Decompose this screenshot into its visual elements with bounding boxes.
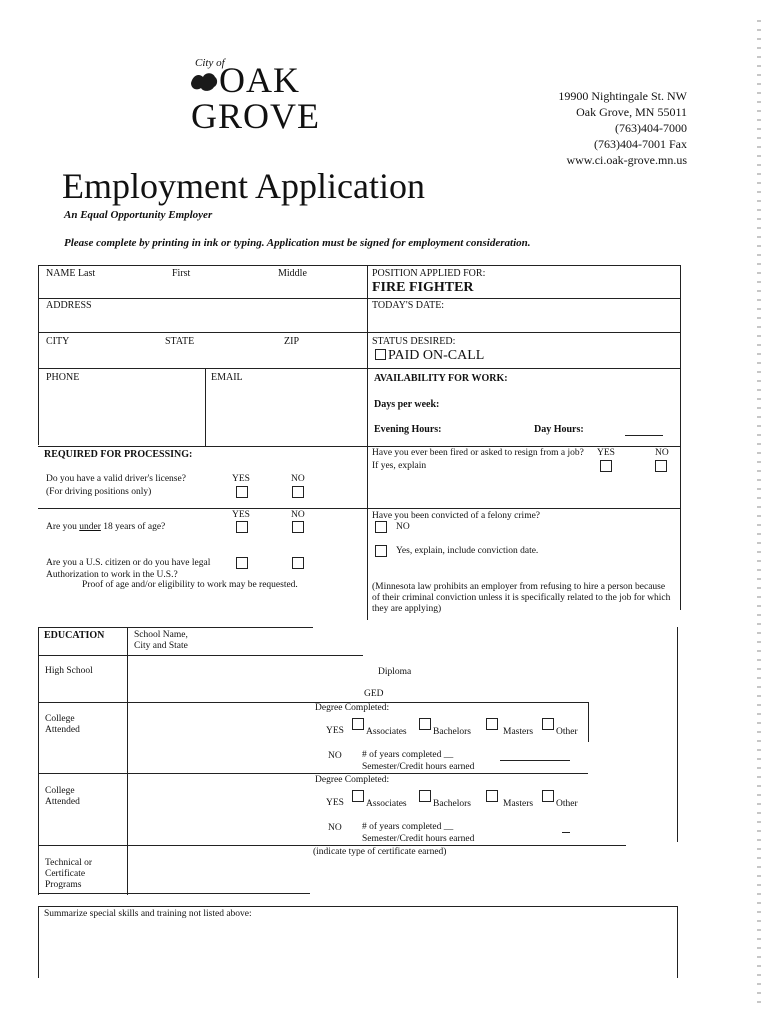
address-label: ADDRESS xyxy=(46,300,92,311)
logo-city-of: City of xyxy=(195,57,225,69)
name-first-label: First xyxy=(172,268,191,279)
name-middle-label: Middle xyxy=(278,268,307,279)
oak-leaf-icon xyxy=(189,71,219,93)
degree-completed-1: Degree Completed: xyxy=(315,703,390,713)
ged-label: GED xyxy=(364,689,384,699)
associates-1-checkbox[interactable] xyxy=(352,718,364,730)
bachelors-1-label: Bachelors xyxy=(433,727,471,737)
fired-question: Have you ever been fired or asked to resign from a job? xyxy=(372,448,584,458)
semester-hours-2: Semester/Credit hours earned xyxy=(362,834,475,844)
felony-no-label: NO xyxy=(396,522,410,532)
other-2-label: Other xyxy=(556,799,578,809)
city-logo xyxy=(185,55,335,140)
college-2-no-label: NO xyxy=(328,823,342,833)
college-2-label: College Attended xyxy=(45,786,80,807)
instructions: Please complete by printing in ink or typing. Application must be signed for employment consideration. xyxy=(64,237,531,249)
college-1-degree-options[interactable] xyxy=(352,718,592,738)
age-yes-checkbox[interactable] xyxy=(236,521,248,533)
paid-on-call-label: PAID ON-CALL xyxy=(388,348,485,363)
degree-completed-2: Degree Completed: xyxy=(315,775,390,785)
state-label: STATE xyxy=(165,336,195,347)
website: www.ci.oak-grove.mn.us xyxy=(566,153,687,167)
masters-1-checkbox[interactable] xyxy=(486,718,498,730)
age-question: Are you under 18 years of age? xyxy=(46,522,166,532)
license-question: Do you have a valid driver's license? (For driving positions only) xyxy=(46,474,186,497)
proof-note: Proof of age and/or eligibility to work may be requested. xyxy=(82,580,298,590)
license-yes-label: YES xyxy=(232,474,250,484)
college-1-yes-label: YES xyxy=(326,726,344,736)
college-1-no-label: NO xyxy=(328,751,342,761)
position-value: FIRE FIGHTER xyxy=(372,280,474,295)
logo-oak: OAK xyxy=(219,60,300,100)
technical-label: Technical or Certificate Programs xyxy=(45,858,93,890)
other-1-label: Other xyxy=(556,727,578,737)
other-2-checkbox[interactable] xyxy=(542,790,554,802)
phone-label: PHONE xyxy=(46,372,80,383)
minnesota-law-note: (Minnesota law prohibits an employer from refusing to hire a person because of their criminal conviction unless it is specifically related to the job for which they are applying) xyxy=(372,582,671,614)
days-per-week-label: Days per week: xyxy=(374,399,440,410)
fax-number: (763)404-7001 Fax xyxy=(594,137,687,151)
age-no-label: NO xyxy=(291,510,305,520)
bachelors-1-checkbox[interactable] xyxy=(419,718,431,730)
status-option[interactable] xyxy=(375,348,484,364)
license-no-checkbox[interactable] xyxy=(292,486,304,498)
status-desired-label: STATUS DESIRED: xyxy=(372,336,456,347)
bachelors-2-label: Bachelors xyxy=(433,799,471,809)
city-label: CITY xyxy=(46,336,70,347)
zip-label: ZIP xyxy=(284,336,299,347)
fired-no-label: NO xyxy=(655,448,669,458)
phone-number: (763)404-7000 xyxy=(615,121,687,135)
availability-heading: AVAILABILITY FOR WORK: xyxy=(374,373,508,384)
city-state-zip: Oak Grove, MN 55011 xyxy=(576,105,687,119)
college-2-degree-options[interactable] xyxy=(352,790,592,810)
age-yes-label: YES xyxy=(232,510,250,520)
license-no-label: NO xyxy=(291,474,305,484)
felony-no-checkbox[interactable] xyxy=(375,521,387,533)
paid-on-call-checkbox[interactable] xyxy=(375,349,386,360)
age-no-checkbox[interactable] xyxy=(292,521,304,533)
fired-yes-checkbox[interactable] xyxy=(600,460,612,472)
felony-yes-checkbox[interactable] xyxy=(375,545,387,557)
years-completed-2: # of years completed __ xyxy=(362,822,454,832)
high-school-label: High School xyxy=(45,666,93,676)
associates-2-checkbox[interactable] xyxy=(352,790,364,802)
evening-hours-label: Evening Hours: xyxy=(374,424,442,435)
subtitle: An Equal Opportunity Employer xyxy=(64,209,213,221)
school-header: School Name, City and State xyxy=(134,630,188,651)
felony-question: Have you been convicted of a felony crime? xyxy=(372,511,541,521)
masters-2-label: Masters xyxy=(503,799,534,809)
felony-yes-label: Yes, explain, include conviction date. xyxy=(396,546,539,556)
logo-grove: GROVE xyxy=(191,96,320,136)
associates-2-label: Associates xyxy=(366,799,407,809)
education-heading: EDUCATION xyxy=(44,630,105,641)
todays-date-label: TODAY'S DATE: xyxy=(372,300,445,311)
years-completed-1: # of years completed __ xyxy=(362,750,454,760)
diploma-label: Diploma xyxy=(378,667,412,677)
college-1-label: College Attended xyxy=(45,714,80,735)
masters-2-checkbox[interactable] xyxy=(486,790,498,802)
fired-yes-label: YES xyxy=(597,448,615,458)
fired-no-checkbox[interactable] xyxy=(655,460,667,472)
skills-label: Summarize special skills and training not listed above: xyxy=(44,909,252,919)
citizen-question: Are you a U.S. citizen or do you have legal Authorization to work in the U.S.? xyxy=(46,558,211,580)
processing-heading: REQUIRED FOR PROCESSING: xyxy=(44,449,193,460)
fired-explain-label: If yes, explain xyxy=(372,461,427,471)
address-block xyxy=(480,88,687,168)
other-1-checkbox[interactable] xyxy=(542,718,554,730)
bachelors-2-checkbox[interactable] xyxy=(419,790,431,802)
license-yes-checkbox[interactable] xyxy=(236,486,248,498)
cert-note: (indicate type of certificate earned) xyxy=(313,847,447,857)
citizen-no-checkbox[interactable] xyxy=(292,557,304,569)
name-last-label: NAME Last xyxy=(46,268,96,279)
email-label: EMAIL xyxy=(211,372,243,383)
page-title: Employment Application xyxy=(62,166,425,206)
skills-text-area[interactable] xyxy=(40,922,676,978)
semester-hours-1: Semester/Credit hours earned xyxy=(362,762,475,772)
college-2-yes-label: YES xyxy=(326,798,344,808)
position-label: POSITION APPLIED FOR: xyxy=(372,268,486,279)
citizen-yes-checkbox[interactable] xyxy=(236,557,248,569)
day-hours-label: Day Hours: xyxy=(534,424,584,435)
scan-edge-marks xyxy=(757,20,761,1010)
street: 19900 Nightingale St. NW xyxy=(558,89,687,103)
masters-1-label: Masters xyxy=(503,727,534,737)
associates-1-label: Associates xyxy=(366,727,407,737)
